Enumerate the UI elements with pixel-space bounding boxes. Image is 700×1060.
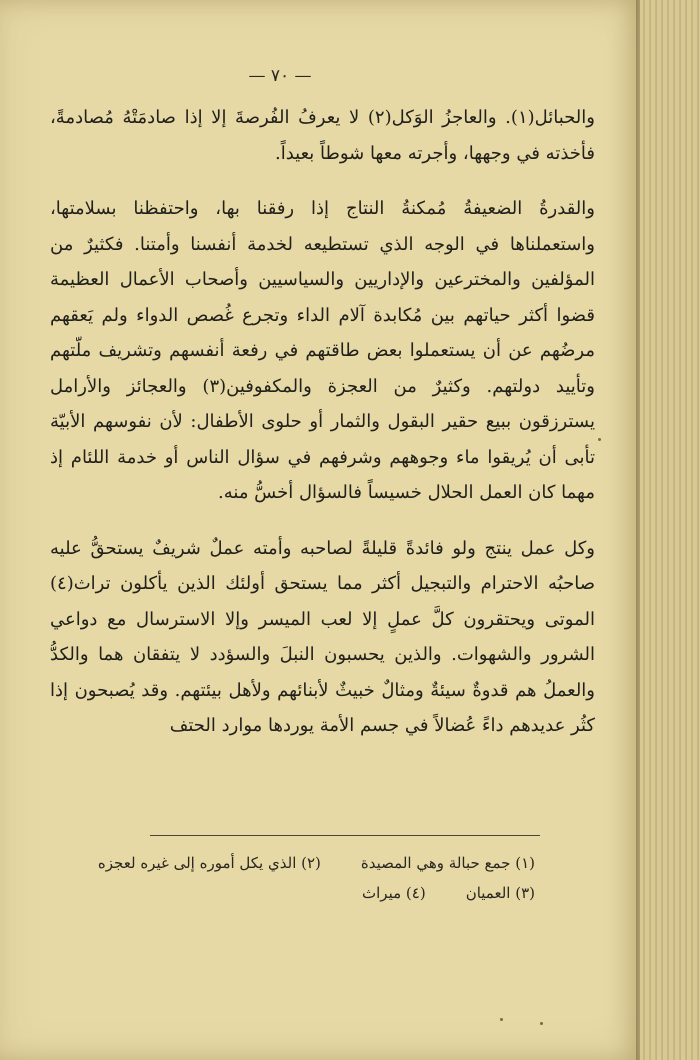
paragraph-1: والحبائل(١). والعاجزُ الوَكل(٢) لا يعرفُ الفُرصةَ إلا إذا صادمَتْهُ مُصادمةً، فأخذته في وجهها، وأجرته معها شوطاً بعيداً. bbox=[50, 107, 595, 164]
footnote-3: (٣) العميان bbox=[465, 884, 535, 902]
paper-speck bbox=[500, 1018, 503, 1021]
paragraph-2: والقدرةُ الضعيفةُ مُمكنةُ النتاج إذا رفقنا بها، واحتفظنا بسلامتها، واستعملناها في الوجه الذي تستطيعه لخدمة أنفسنا وأمتنا. فكثيرٌ من المؤلفين والمخترعين والإداريين والسياسيين وأصحاب الأعمال العظيمة قضوا أكثر حياتهم بين مُكابدة آلام الداء وتجرع غُصص الدواء ولم يَعقهم مرضُهم عن أن يستعملوا بعض طاقتهم في رفعة أنفسهم وتشريف ملّتهم وتأييد دولتهم. وكثيرٌ من العجزة والمكفوفين(٣) والعجائز والأرامل يسترزقون ببيع حقير البقول والثمار أو حلوى الأطفال: لأن نفوسهم الأبيّة تأبى أن يُريقوا ماء وجوههم وشرفهم في سؤال الناس أو خدمة اللئام إذ مهما كان العمل الحلال خسيساً فالسؤال أخسُّ منه. bbox=[50, 198, 595, 503]
paper-speck bbox=[598, 438, 601, 441]
footnote-4: (٤) ميراث bbox=[362, 884, 426, 902]
page-number: — ٧٠ — bbox=[248, 66, 312, 86]
page-stack-edge bbox=[640, 0, 700, 1060]
footnote-row bbox=[150, 878, 535, 908]
main-text bbox=[50, 100, 595, 764]
paragraph-3: وكل عمل ينتج ولو فائدةً قليلةً لصاحبه وأمته عملٌ شريفٌ يستحقُّ عليه صاحبُه الاحترام والتبجيل أكثر مما يستحق أولئك الذين يأكلون تراث(٤) الموتى ويحتقرون كلَّ عملٍ إلا لعب الميسر وإلا الاسترسال مع دواعي الشرور والشهوات. والذين يحسبون النبلَ والسؤدد لا يتفقان هما والكدُّ والعملُ هم قدوةٌ سيئةٌ ومثالٌ خبيثٌ لأبنائهم ولأهل بيئتهم. وقد يُصبحون إذا كثُر عديدهم داءً عُضالاً في جسم الأمة يوردها موارد الحتف bbox=[50, 537, 595, 736]
footnote-divider bbox=[150, 835, 540, 836]
footnote-row bbox=[97, 848, 535, 878]
paper-speck bbox=[540, 1022, 543, 1025]
footnote-2: (٢) الذي يكل أموره إلى غيره لعجزه bbox=[97, 854, 321, 872]
footnotes bbox=[97, 848, 535, 908]
footnote-1: (١) جمع حبالة وهي المصيدة bbox=[360, 854, 535, 872]
